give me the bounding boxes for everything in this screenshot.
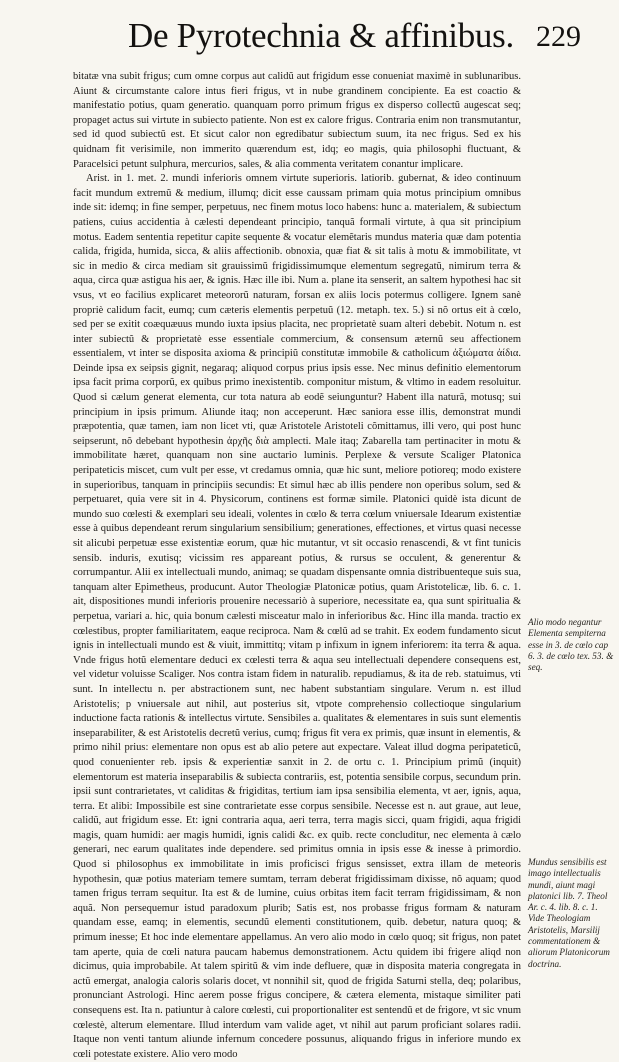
main-text-column — [73, 70, 521, 1060]
page-number: 229 — [536, 20, 581, 53]
body-paragraph: bitatæ vna subit frigus; cum omne corpus aut calidũ aut frigidum esse conueniat maximè in sublunaribus. Aiunt & circumstante calore intus fieri frigus, vt in nube grandinem concipiente. Ea est coactio & manifestatio potius, quam generatio. quanquam porro primum frigus ex disperso collectũ augescat seq; propaget actus sui virtute in subiecto patiente. Non est ex calore frigus. Contraria enim non transmutantur, sed id quod subiectũ est. Et sicut calor non egredibatur subiectum suum, ita nec frigus. Sed ex his quidnam fit verisimile, non immerito quærendum est, idq; eo magis, quia philosophi fluctuant, & Paracelsici petunt sulphura, mercurios, sales, & alia commenta veritatem conantur implicare. — [73, 71, 521, 170]
running-header-title: De Pyrotechnia & affinibus. — [128, 16, 514, 55]
margin-note: Mundus sensibilis est imago intellectualis mundi, aiunt magi platonici lib. 7. Theol Ar. c. 4. lib. 8. c. 1. Vide Theologiam Aristotelis, Marsilij commentationem & aliorum Platonicorum doctrina. — [528, 857, 610, 969]
margin-note: Alio modo negantur Elementa sempiterna esse in 3. de cœlo cap 6. 3. de cœlo tex. 53. & seq. — [528, 617, 614, 673]
body-paragraph: Arist. in 1. met. 2. mundi inferioris omnem virtute superioris. latiorib. gubernat, & ideo continuum facit mundum extremũ & medium, illumq; dicit esse caussam primam quia motus principium omnibus inde sit: idemq; in fine semper, perpetuus, nec finem motus loco habens: hunc a. materialem, & subiectum patiens, cuius accidentia à cælesti dependeant principio, tanquã formali virtute, à qua sit principium motus. Eadem sententia repetitur capite sequente & vocatur elemẽtaris mundus materia quæ dam potentia calida, frigida, humida, sicca, & aliis affectionib. obnoxia, quæ fiat & sit talis à motu & immobilitate, vt sic in medio & circa mediam sit grauissimũ frigidissimumque elementum segregatũ, nimirum terra & aqua, circa quæ astigua his aer, & ignis. Hæc ille ibi. Num a. plane ita senserit, an saltem hypothesi hac sit vsus, vt eo facilius explicaret meteororũ naturam, forsan ex aliis locis potermus colligere. Ignem sanè propriè calidum facit, eumq; cum cæteris elementis perpetuũ (12. metaph. tex. 5.) si nõ ortus eit à cœlo, sed per se exitit coæquæuus mundo iuxta ipsius placita, nec proprietatè suam alteri debebit. Notum n. est inter subiectũ & proprietatè esse essentiale commercium, & consensum æternũ seu affectionem essentialem, vt inter se disposita axioma & principiũ constitutæ immobile & catholicum ἀξιώματα ἀίδια. Deinde ipsa ex seipsis gignit, negaraq; aliquod corpus prius ipsis esse. Nec minus definitio elementorum ipsa facit prima corporũ, ex quibus primo inexistentib. componitur mistum, & vltimo in eadem resoluitur. Quod si cælum generat elementa, cur tota natura ab eodẽ seiunguntur? Habent illa naturã, motusq; sui principium in ipsis primum. Aliunde itaq; non acceperunt. Hæc saniora esse illis, demonstrat mundi præpotentia, quæ tamen, iam non licet vti, quæ Aristotele Aristoteli cõmittamus, illi vero, qui post hunc seipserunt, nõ debebant hypothesin ἀρχῆς διὰ amplecti. Male itaq; Zabarella tam pertinaciter in motu & immobilitate hæret, quanquam non sine auctario luminis. Perplexe & versute Scaliger Platonica peripateticis miscet, cum vult per esse, vt credamus omnia, quæ hic sunt, meliore potioreq; modo existere in superioribus, tanquam in principiis secundis: Et simul hæc ab illis pendere non operibus solum, sed & perpetuaret, quia vere sit in 4. Physicorum, continens est formæ simile. Platonici quidè ista dicunt de mundo suo cœlesti & exemplari seu ideali, volentes in cœlo & terra cœlum vniuersale Idearum existentiæ esse à quibus dependeant rerum singularium sensibilium; generationes, effectiones, et virtus quasi necesse sit alicubi perpetuæ esse existentiæ eorum, quæ hic mutantur, vt sit occasio renascendi, & vt fint tunicis sensib. induris, exutisq; vicissim res appareant potius, & rursus se occulent, & generentur & corrumpantur. Alii ex intellectuali mundo, animaq; se quadam dispensante omnia distribuenteque suis sua, tanquam alter Epimetheus, producunt. Autor Theologiæ Platonicæ potius, quam Aristotelicæ, lib. 6. c. 1. ait, dispositiones mundi inferioris prouenire necessariò à superiore, necessitate ea, qua sunt spiritualia & perpetua, variari a. hic, quia bonum cælesti misceatur malo in inferioribus &c. Hinc illa manda. tractio ex cœlestibus, propter familiaritatem, eaque reciproca. Nam & cœlũ ad se trahit. Ex eodem fundamento sicut ignis in intellectuali mundo est & viuit, immittitq; vitam p infixum in ignem inferiorem: ita terra & aqua. Vnde frigus hotũ elementare deduci ex cœlesti terra & aqua seu intellectuali dependere consequens est, vel videtur voluisse Scaliger. Nos contra istam fidem in naturalib. repudiamus, & ita de reb. statuimus, vti sunt. In intellectu n. per abstractionem sunt, nec habent substantiam singulare. Verum n. est illud Aristotelis; p vniuersale aut nihil, aut posterius sit, vtpote comprehensio collectioque singularium inductione facta rationis & intellectus virtute. Sensibiles a. qualitates & elementares in suis sunt elementis inseparabiliter, & est Aristotelis decretũ verius, cumq; frigus fit vera ex primis, quæ insunt in elementis, & primo nihil prius: elementare non opus est ab alio petere aut expectare. Valeat illud dogma peripateticũ, quod conuenienter reb. ipsis & experientiæ sanxit in 2. de ortu c. 1. Principium primũ (inquit) elementorum est materia inseparabilis & subiecta contrariis, est, potentia sensibile corpus, secundum prin. ipsii sunt contrarietates, vt caliditas & frigiditas, tertium iam ipsa sensibilia elementa, vt aer, ignis, aqua, terra. Et alibi: Impossibile est sine contrarietate esse corpus sensibile. Necesse est n. aut graue, aut leue, calidũ, aut frigidum esse. Et: igni contraria aqua, aeri terra, terra magis sicci, quam frigidi, aqua frigidi magis, quam humidi: aer magis humidi, ignis calidi &c. ex quib. recte concluditur, nec elementa à cælo generari, nec earum qualitates inde dependere. sed primitus omnia in ipsis esse & inesse à primordio. Quod si philosophus ex immobilitate in imis proficisci frigus sensisset, extra illam de meteoris hypothesin, quæ potius materiam temere sumtam, terram deberat frigidissimam dixisse, nõ aquam; quod tamen frigus terram sequitur. Ita est & de lumine, cuius orbitas item facit terram frigidissimam, & non aquã. Non persequemur istud paradoxum plurib; Satis est, nos probasse frigus formam & naturam quandam esse, eamq; in elementis, secundũ elementi constitutionem, quib. debetur, natura quoq; & primum inesse; Et hoc inde elementare appellamus. An vero alio modo in cœlo quoq; sit frigus, non patet tam aperte, quia de cœli natura paucam habemus demonstrationem. Actu quidem ibi frigere aliqd non dicimus, quia improbabile. At talem spiritũ & vim inde defluere, quæ in disposita materia congregata in actũ emergat, analogia caloris solaris docet, vt nonnihil sit, quod de frigida Saturni stella, deq; polaribus, pronunciant Astrologi. Hinc aerem posse frigus concipere, & cætera elementa, mistaque similiter pati consequens est. Ita n. patiuntur à calore cœlesti, cui proportionaliter est sentendũ et de frigore, vt sic vnum cœlestè, alterum elementare. Illud interdum vam valide aget, vt nihil aut parum proficiant solares radii. Itaque non venti tantum aliunde infernum concedere possunus, aliquando frigus in inferiore mundo ex cœli potestate existere. Alio vero modo — [73, 173, 521, 1060]
